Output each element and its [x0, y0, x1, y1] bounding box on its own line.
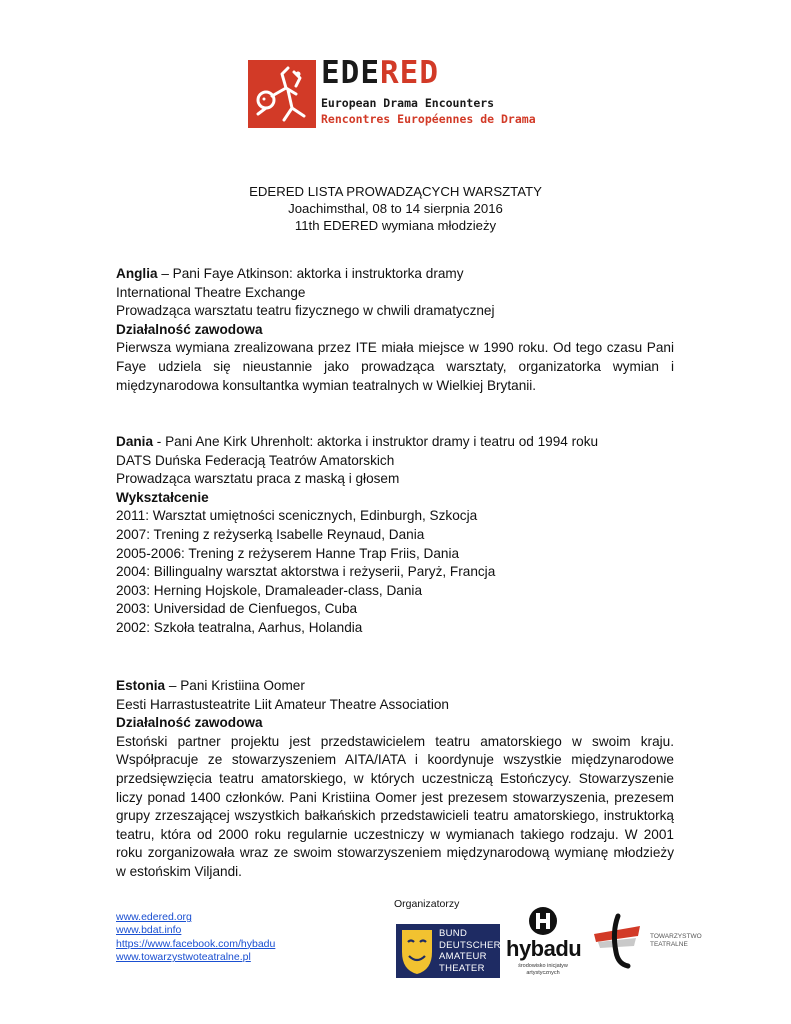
estonia-description: Estoński partner projektu jest przedstawicielem teatru amatorskiego w swoim kraju. Współpracuje ze stowarzyszeniem AITA/IATA i koordynuje wszystkie międzynarodowe przedsięwzięcia teatru amatorskiego, w których uczestniczą Estończycy. Stowarzyszenie liczy ponad 1400 członków. Pani Kristiina Oomer jest prezesem stowarzyszenia, prezesem grupy zrzeszającej wszystkich bałkańskich przedstawicieli teatru amatorskiego, instruktorką teatru, która od 2000 roku regularnie uczestniczy w wymianach takiego rodzaju. W 2001 roku zorganizowała wraz ze swoim stowarzyszeniem międzynarodową wymianę młodzieży w estońskim Viljandi.	[116, 733, 674, 879]
education-item: 2003: Herning Hojskole, Dramaleader-class, Dania	[116, 582, 423, 598]
anglia-org: International Theatre Exchange	[116, 284, 306, 300]
section-dania	[116, 433, 674, 638]
logo-wordmark-dark: EDE	[321, 55, 380, 91]
bdat-line: THEATER	[439, 962, 485, 974]
dania-person-line	[116, 433, 674, 452]
heading-place-date: Joachimsthal, 08 to 14 sierpnia 2016	[288, 201, 503, 216]
logo-subtitle-fr: Rencontres Européennes de Drama	[321, 112, 536, 126]
edered-logo	[248, 55, 548, 130]
tt-wordmark	[650, 933, 702, 948]
tt-line: TEATRALNE	[650, 940, 688, 948]
anglia-person: – Pani Faye Atkinson: aktorka i instruktorka dramy	[157, 266, 464, 281]
heading-event: 11th EDERED wymiana młodzieży	[294, 218, 497, 233]
link-facebook-hybadu[interactable]: https://www.facebook.com/hybadu	[116, 937, 276, 950]
education-item: 2007: Trening z reżyserką Isabelle Reynaud, Dania	[116, 526, 425, 542]
bdat-logo	[396, 924, 500, 978]
estonia-person: – Pani Kristiina Oomer	[165, 678, 305, 693]
bdat-wordmark	[439, 928, 501, 974]
towarzystwo-teatralne-logo	[588, 912, 702, 970]
organizers-label: Organizatorzy	[394, 898, 460, 910]
anglia-workshop: Prowadząca warsztatu teatru fizycznego w chwili dramatycznej	[116, 303, 495, 319]
dancer-figure-icon	[248, 60, 316, 128]
hybadu-tagline: środowisko inicjatyw artystycznych	[518, 963, 568, 976]
bdat-line: AMATEUR	[439, 951, 487, 962]
education-item: 2003: Universidad de Cienfuegos, Cuba	[116, 601, 358, 617]
education-item: 2002: Szkoła teatralna, Aarhus, Holandia	[116, 619, 363, 635]
anglia-section-title: Działalność zawodowa	[116, 321, 263, 337]
bdat-line: BUND	[439, 928, 468, 939]
dania-section-title: Wykształcenie	[116, 489, 209, 505]
bdat-line: DEUTSCHER	[439, 939, 501, 951]
education-item: 2005-2006: Trening z reżyserem Hanne Trap Friis, Dania	[116, 545, 460, 561]
section-estonia	[116, 677, 674, 882]
education-item: 2004: Billingualny warsztat aktorstwa i reżyserii, Paryż, Francja	[116, 564, 496, 580]
dania-country: Dania	[116, 434, 154, 449]
section-anglia	[116, 265, 674, 395]
footer-links	[116, 911, 275, 965]
estonia-person-line	[116, 677, 674, 696]
anglia-person-line	[116, 265, 674, 284]
dania-org: DATS Duńska Federacją Teatrów Amatorskich	[116, 452, 395, 468]
tt-emblem-icon	[588, 912, 648, 970]
logo-wordmark-red: RED	[380, 55, 439, 91]
heading-title: EDERED LISTA PROWADZĄCYCH WARSZTATY	[249, 184, 542, 199]
estonia-country: Estonia	[116, 678, 166, 693]
link-towarzystwo[interactable]: www.towarzystwoteatralne.pl	[116, 951, 251, 964]
estonia-section-title: Działalność zawodowa	[116, 715, 263, 731]
hybadu-logo	[506, 906, 580, 978]
document-heading	[0, 183, 791, 234]
anglia-country: Anglia	[116, 266, 158, 281]
estonia-org: Eesti Harrastusteatrite Liit Amateur Theatre Association	[116, 696, 449, 712]
hybadu-h-icon	[528, 906, 558, 936]
dania-workshop: Prowadząca warsztatu praca z maską i głosem	[116, 471, 400, 487]
education-item: 2011: Warsztat umiętności scenicznych, Edinburgh, Szkocja	[116, 508, 478, 524]
dania-person: - Pani Ane Kirk Uhrenholt: aktorka i instruktor dramy i teatru od 1994 roku	[153, 434, 599, 449]
link-edered[interactable]: www.edered.org	[116, 911, 192, 923]
hybadu-wordmark: hybadu	[506, 936, 582, 961]
logo-wordmark	[321, 56, 439, 90]
theatre-mask-icon	[398, 926, 436, 976]
anglia-description: Pierwsza wymiana zrealizowana przez ITE miała miejsce w 1990 roku. Od tego czasu Pani Faye udziela się nieustannie jako prowadząca warsztaty, organizatorka wymian i międzynarodowa konsultantka wymian teatralnych w Wielkiej Brytanii.	[116, 340, 674, 393]
tt-line: TOWARZYSTWO	[650, 933, 702, 940]
link-bdat[interactable]: www.bdat.info	[116, 924, 182, 937]
logo-subtitle-en: European Drama Encounters	[321, 96, 495, 110]
